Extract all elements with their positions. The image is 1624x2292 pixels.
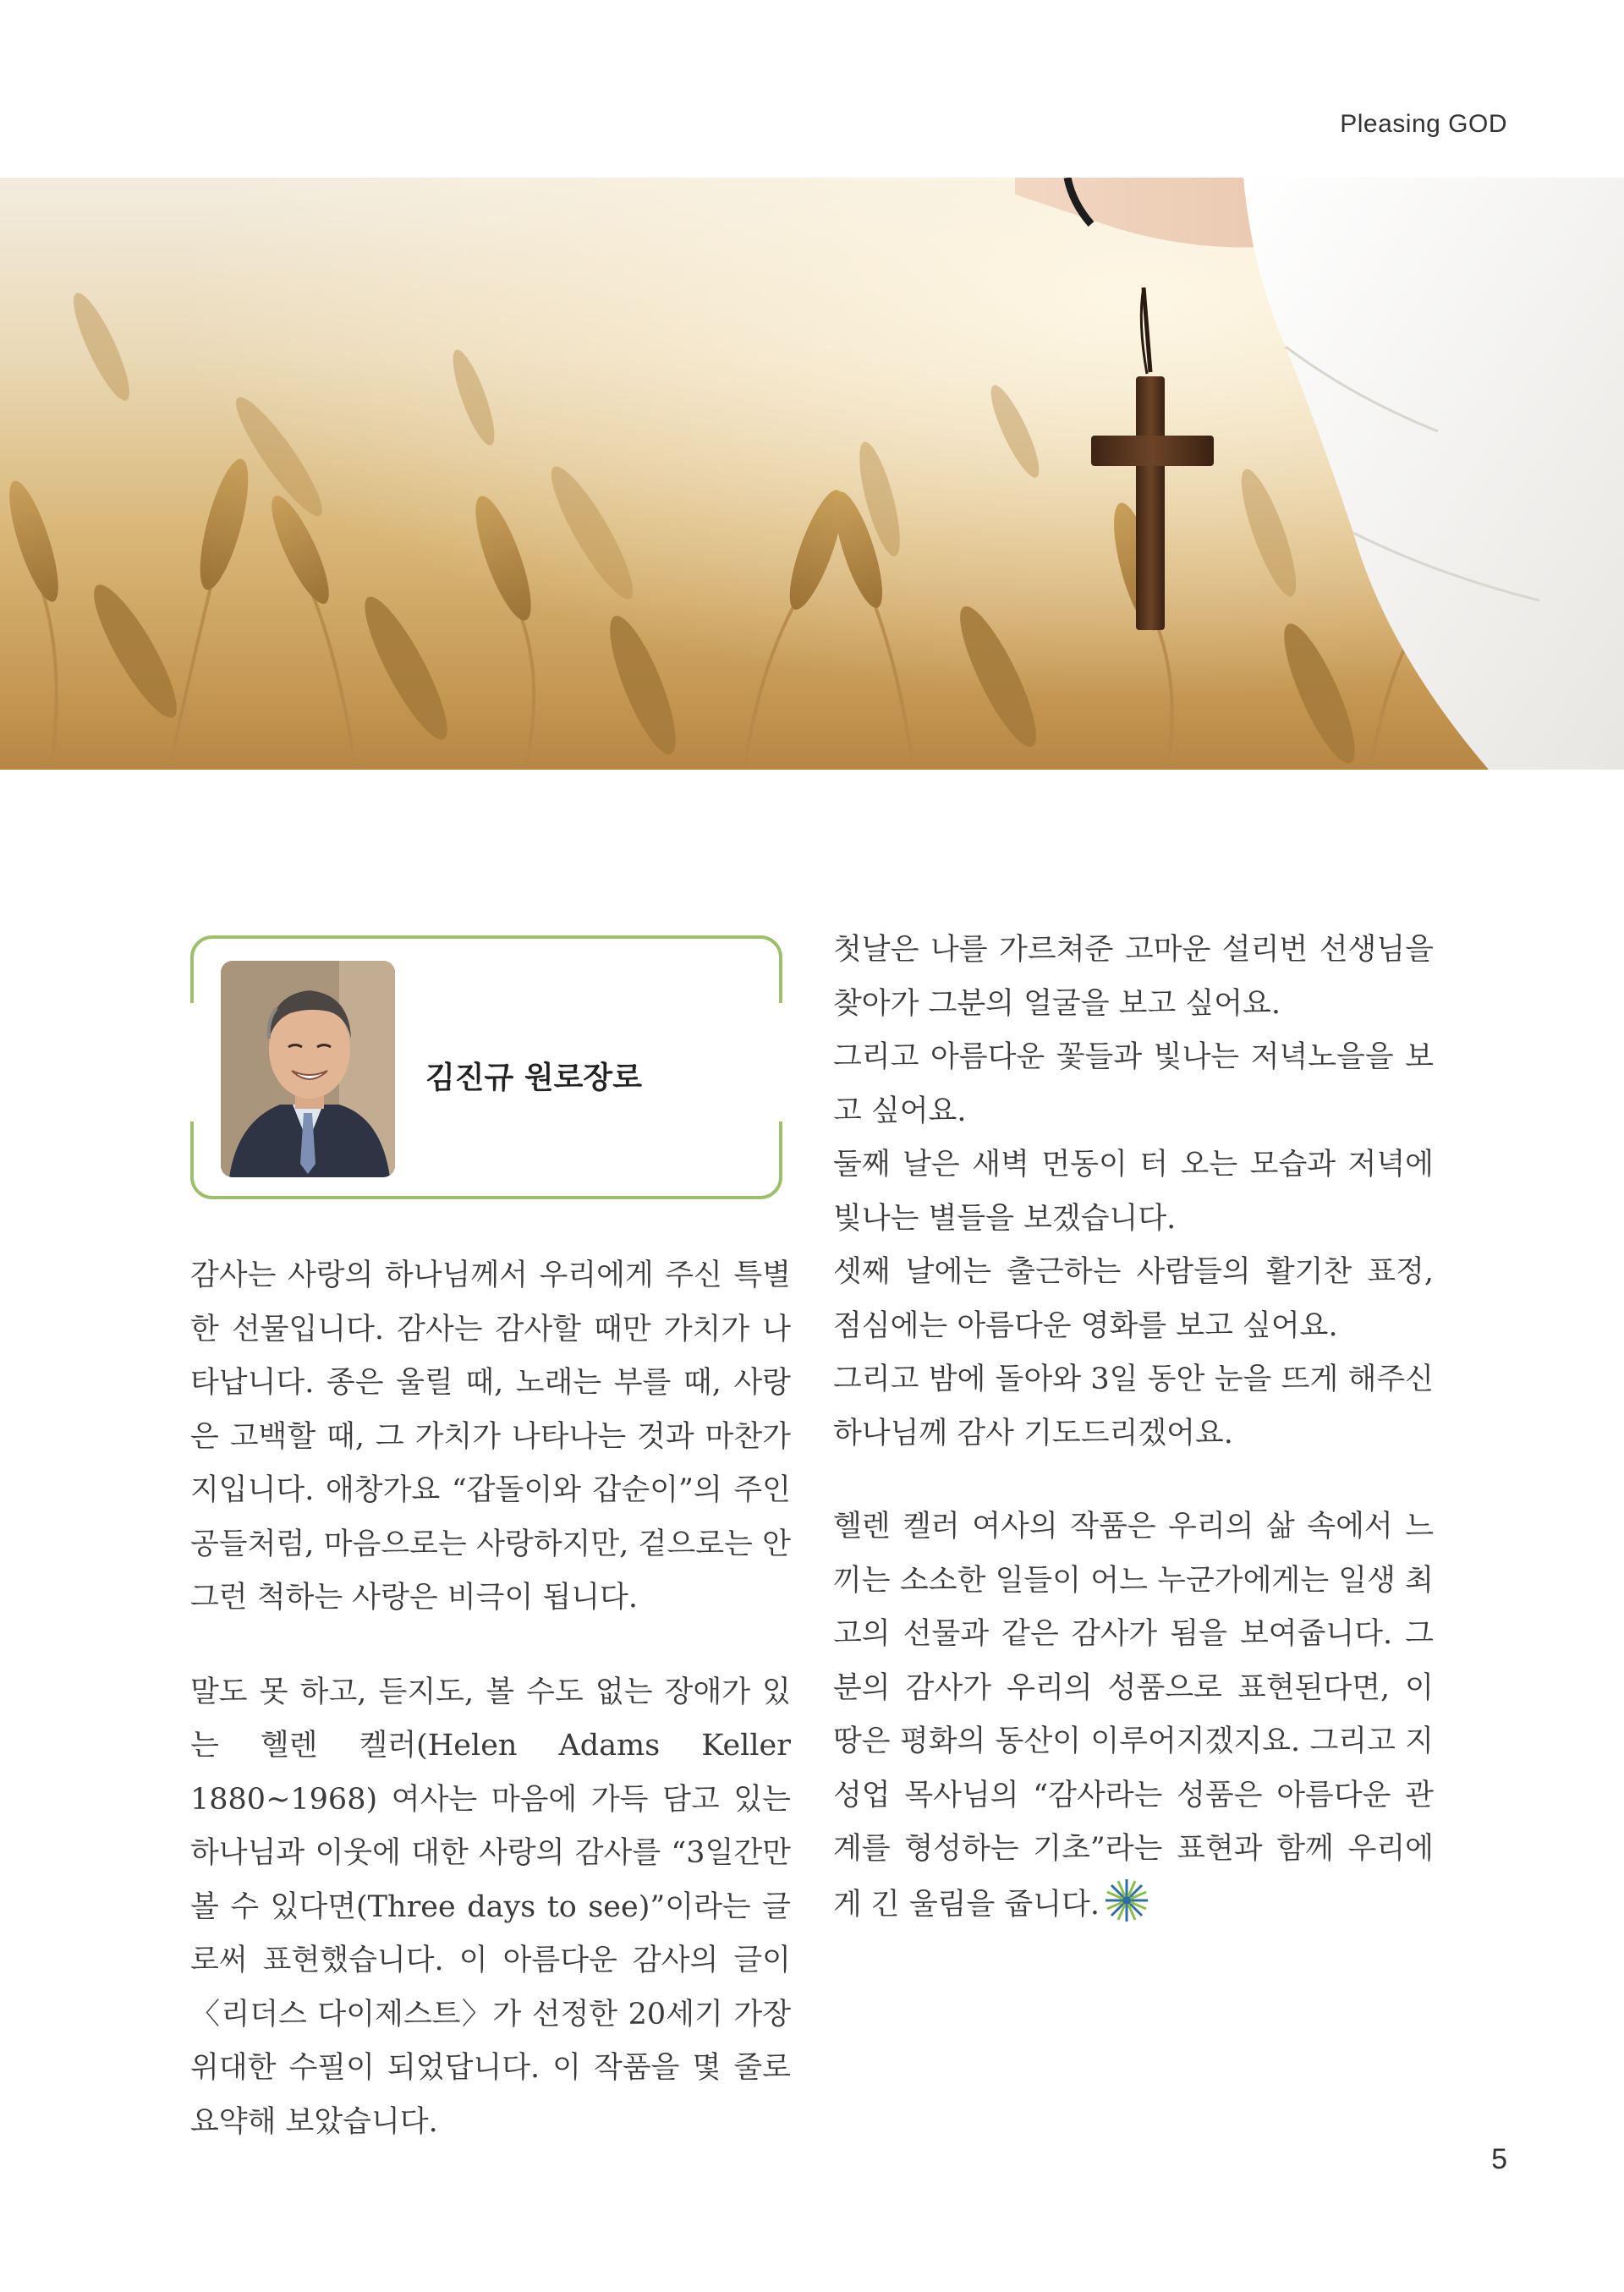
hero-image [0, 178, 1624, 770]
wheat-field-illustration [0, 178, 1624, 770]
paragraph: 감사는 사랑의 하나님께서 우리에게 주신 특별한 선물입니다. 감사는 감사할 때만 가치가 나타납니다. 종은 울릴 때, 노래는 부를 때, 사랑은 고백할 때, 그 가치가 나타나는 것과 마찬가지입니다. 애창가요 “갑돌이와 갑순이”의 주인공들처럼, 마음으로는 사랑하지만, 겉으로는 안 그런 척하는 사랑은 비극이 됩니다. [190, 1258, 791, 1615]
frame-gap-left [185, 1003, 197, 1121]
author-portrait [221, 961, 395, 1177]
quote-line: 첫날은 나를 가르쳐준 고마운 설리번 선생님을 찾아가 그분의 얼굴을 보고 싶어요. [833, 933, 1434, 1021]
running-header: Pleasing GOD [1340, 110, 1507, 138]
author-name: 김진규 원로장로 [425, 1061, 642, 1095]
cross-pendant-icon [1091, 376, 1214, 630]
closing-paragraph [833, 1500, 1434, 1942]
frame-gap-right [776, 1003, 787, 1121]
page-number: 5 [1491, 2143, 1507, 2175]
paragraph: 말도 못 하고, 듣지도, 볼 수도 없는 장애가 있는 헬렌 켈러(Helen Adams Keller 1880~1968) 여사는 마음에 가득 담고 있는 하나님과 이웃에 대한 사랑의 감사를 “3일간만 볼 수 있다면(Three days to see)”이라는 글로써 표현했습니다. 이 아름다운 감사의 글이 〈리더스 다이제스트〉가 선정한 20세기 가장 위대한 수필이 되었답니다. 이 작품을 몇 줄로 요약해 보았습니다. [190, 1675, 791, 2139]
quote-line: 그리고 밤에 돌아와 3일 동안 눈을 뜨게 해주신 하나님께 감사 기도드리겠어요. [833, 1363, 1434, 1450]
starburst-end-mark-icon [1103, 1877, 1150, 1943]
quote-line: 그리고 아름다운 꽃들과 빛나는 저녁노을을 보고 싶어요. [833, 1040, 1434, 1128]
quote-line: 셋째 날에는 출근하는 사람들의 활기찬 표정, 점심에는 아름다운 영화를 보고 싶어요. [833, 1255, 1434, 1343]
quote-line: 둘째 날은 새벽 먼동이 터 오는 모습과 저녁에 빛나는 별들을 보겠습니다. [833, 1148, 1434, 1236]
right-column-text [833, 924, 1434, 1942]
author-box [190, 935, 782, 1199]
left-column-text [190, 1249, 791, 2149]
closing-text: 헬렌 켈러 여사의 작품은 우리의 삶 속에서 느끼는 소소한 일들이 어느 누군가에게는 일생 최고의 선물과 같은 감사가 됨을 보여줍니다. 그분의 감사가 우리의 성품으로 표현된다면, 이 땅은 평화의 동산이 이루어지겠지요. 그리고 지성업 목사님의 “감사라는 성품은 아름다운 관계를 형성하는 기초”라는 표현과 함께 우리에게 긴 울림을 줍니다. [833, 1510, 1434, 1922]
